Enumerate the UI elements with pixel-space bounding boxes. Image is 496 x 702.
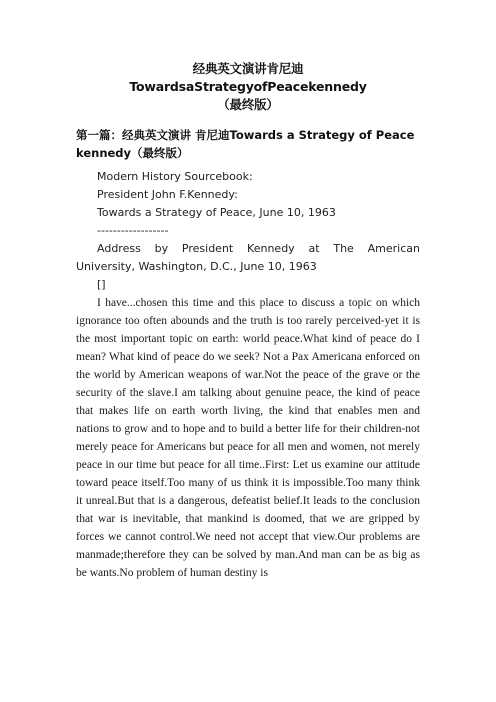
document-title-line-1: 经典英文演讲肯尼迪TowardsaStrategyofPeacekennedy <box>129 61 367 94</box>
speech-body-paragraph: I have...chosen this time and this place to discuss a topic on which ignorance too often abounds and the truth is too rarely perceived-yet it is the most important topic on earth: world peace.What kind of peace do I mean? What kind of peace do we seek? Not a Pax Americana enforced on the world by American weapons of war.Not the peace of the grave or the security of the slave.I am talking about genuine peace, the kind of peace that makes life on earth worth living, the kind that enables men and nations to grow and to hope and to build a better life for their children-not merely peace for Americans but peace for all men and women, not merely peace in our time but peace for all time..First: Let us examine our attitude toward peace itself.Too many of us think it is impossible.Too many think it unreal.But that is a dangerous, defeatist belief.It leads to the conclusion that war is inevitable, that mankind is doomed, that we are gripped by forces we cannot control.We need not accept that view.Our problems are manmade;therefore they can be solved by man.And man can be as big as be wants.No problem of human destiny is <box>76 297 420 579</box>
document-title <box>76 60 420 114</box>
source-meta <box>76 168 420 240</box>
meta-line-president: President John F.Kennedy: <box>97 188 238 201</box>
bracket-marker: [] <box>97 278 106 291</box>
meta-line-speech-title: Towards a Strategy of Peace, June 10, 1963 <box>97 206 336 219</box>
address-line: Address by President Kennedy at The American University, Washington, D.C., June 10, 1963 <box>76 242 420 273</box>
section-heading: 第一篇：经典英文演讲 肯尼迪Towards a Strategy of Peace kennedy（最终版） <box>76 128 415 160</box>
document-title-line-2: （最终版） <box>217 97 279 112</box>
meta-line-separator: ------------------ <box>97 224 169 237</box>
meta-line-sourcebook: Modern History Sourcebook: <box>97 170 253 183</box>
